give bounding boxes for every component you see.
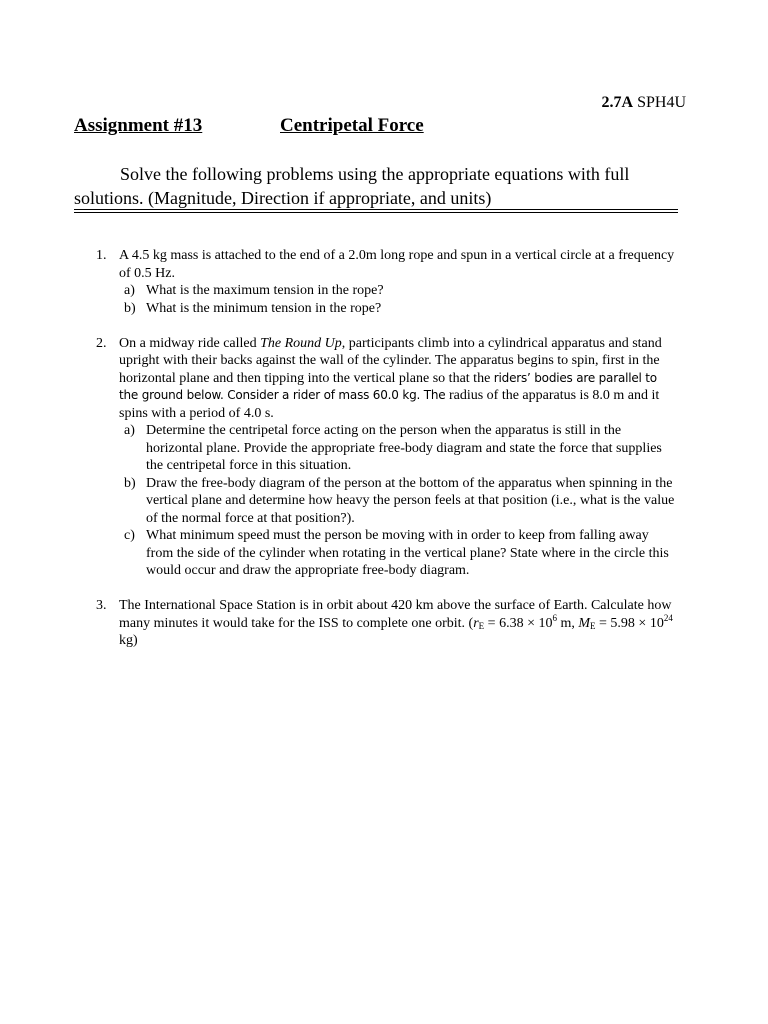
text-run: On a midway ride called bbox=[119, 335, 261, 351]
title-row bbox=[74, 115, 424, 137]
topic-title: Centripetal Force bbox=[280, 115, 424, 136]
subscript: E bbox=[478, 620, 485, 631]
course-name: SPH4U bbox=[633, 94, 686, 111]
sub-question-c bbox=[119, 527, 676, 580]
question-text bbox=[119, 335, 676, 423]
sub-text: Draw the free-body diagram of the person at the bottom of the apparatus when spinning in the vertical plane and determine how heavy the person feels at that position (i.e., what is the value of the normal force at that position?). bbox=[146, 475, 675, 526]
symbol-m: M bbox=[578, 615, 591, 631]
text-run: = 6.38 × 10 bbox=[484, 615, 553, 631]
question-number: 1. bbox=[96, 248, 107, 263]
text-run: = 5.98 × 10 bbox=[595, 615, 664, 631]
sub-label: b) bbox=[124, 300, 136, 316]
question-2 bbox=[96, 335, 676, 580]
text-run: radius of the apparatus is 8.0 m and it spins with a period of 4.0 s. bbox=[119, 388, 660, 421]
course-code bbox=[602, 94, 686, 112]
sub-question-a bbox=[119, 422, 676, 475]
sub-text: What is the minimum tension in the rope? bbox=[146, 300, 382, 316]
exponent: 6 bbox=[552, 612, 557, 623]
question-1 bbox=[96, 247, 676, 317]
ride-name: The Round Up bbox=[260, 335, 342, 351]
divider-line-top bbox=[74, 209, 678, 210]
sub-label: a) bbox=[124, 423, 135, 438]
sub-label: c) bbox=[124, 528, 135, 543]
question-text: A 4.5 kg mass is attached to the end of a 2.0m long rope and spun in a vertical circle at a frequency of 0.5 Hz. bbox=[119, 248, 675, 281]
sub-text: Determine the centripetal force acting on the person when the apparatus is still in the horizontal plane. Provide the appropriate free-body diagram and state the force that supplies the centripetal force in this situation. bbox=[146, 423, 662, 473]
sub-text: What is the maximum tension in the rope? bbox=[146, 283, 384, 298]
sub-label: b) bbox=[124, 475, 136, 491]
text-run: kg) bbox=[119, 633, 138, 648]
text-run: riders’ bodies are parallel to the ground below. Consider a rider of mass 60.0 kg. The bbox=[119, 370, 657, 402]
divider-line-bottom bbox=[74, 212, 678, 213]
symbol-r: r bbox=[473, 615, 479, 631]
subscript: E bbox=[590, 620, 596, 631]
assignment-title: Assignment #13 bbox=[74, 115, 203, 136]
instructions bbox=[74, 162, 680, 210]
question-list bbox=[96, 247, 676, 667]
question-text bbox=[119, 597, 676, 650]
question-number: 3. bbox=[96, 598, 107, 613]
section-number: 2.7A bbox=[601, 94, 634, 111]
sub-text: What minimum speed must the person be moving with in order to keep from falling away from the side of the cylinder when rotating in the vertical plane? State where in the circle this would occur and draw the appropriate free-body diagram. bbox=[146, 528, 669, 578]
sub-question-b bbox=[119, 300, 676, 318]
question-3 bbox=[96, 597, 676, 650]
exponent: 24 bbox=[663, 612, 673, 623]
text-run: The International Space Station is in orbit about 420 km above the surface of Earth. Calculate how many minutes it would take for the ISS to complete one orbit. ( bbox=[119, 598, 672, 631]
sub-question-a bbox=[119, 282, 676, 300]
text-run: , participants climb into a cylindrical apparatus and stand upright with their backs against the wall of the cylinder. The apparatus begins to spin, first in the horizontal plane and then tipping into the vertical plane so that the bbox=[119, 335, 662, 386]
instructions-text: Solve the following problems using the appropriate equations with full solutions. (Magnitude, Direction if appropriate, and units) bbox=[74, 164, 630, 208]
sub-label: a) bbox=[124, 283, 135, 298]
question-number: 2. bbox=[96, 335, 107, 351]
sub-question-b bbox=[119, 475, 676, 528]
text-run: m, bbox=[556, 615, 579, 631]
